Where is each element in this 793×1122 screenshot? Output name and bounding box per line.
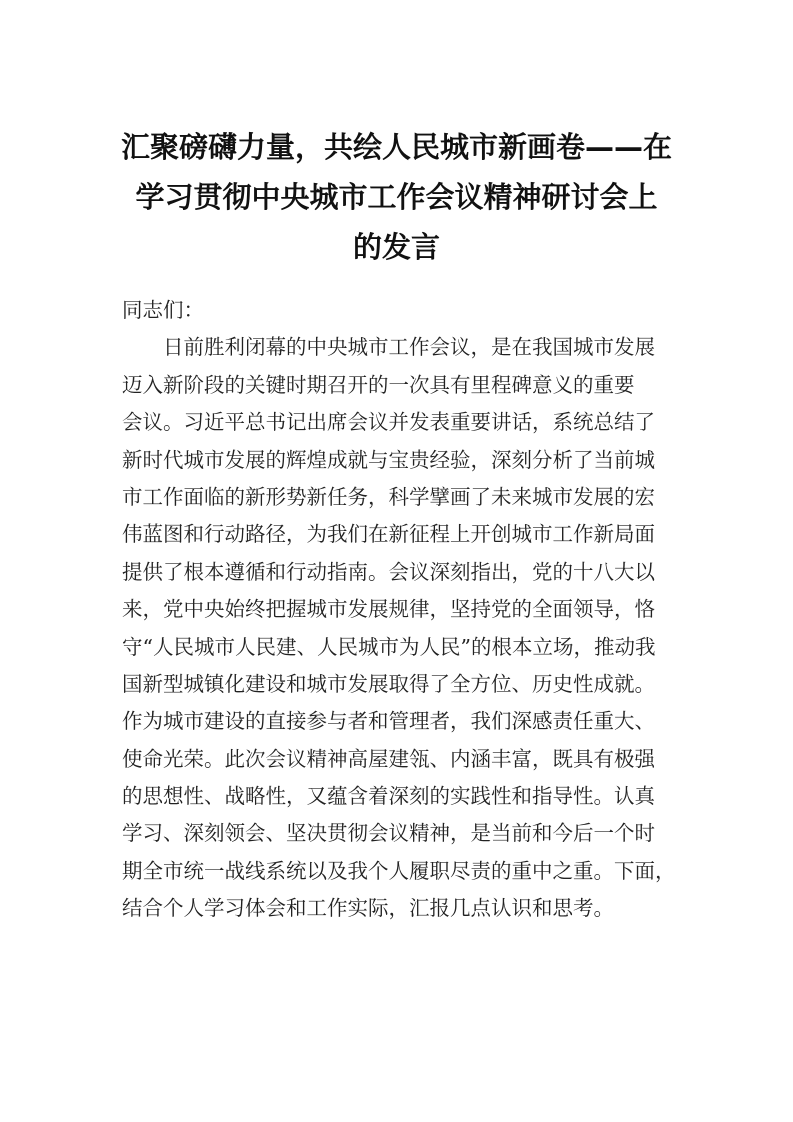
salutation: 同志们：	[122, 298, 204, 322]
title-line: 的发言	[352, 230, 440, 264]
paragraph-line: 日前胜利闭幕的中央城市工作会议，是在我国城市发展	[122, 335, 655, 360]
paragraph-line: 结合个人学习体会和工作实际，汇报几点认识和思考。	[122, 896, 614, 921]
paragraph-line: 期全市统一战线系统以及我个人履职尽责的重中之重。下面，	[122, 858, 676, 883]
document-title	[100, 122, 693, 272]
paragraph-line: 来，党中央始终把握城市发展规律，坚持党的全面领导，恪	[122, 597, 655, 622]
title-line: 学习贯彻中央城市工作会议精神研讨会上	[135, 180, 658, 214]
paragraph-line: 使命光荣。此次会议精神高屋建瓴、内涵丰富，既具有极强	[122, 746, 655, 771]
paragraph-line: 市工作面临的新形势新任务，科学擘画了未来城市发展的宏	[122, 484, 655, 509]
paragraph-line: 迈入新阶段的关键时期召开的一次具有里程碑意义的重要	[122, 372, 635, 397]
paragraph-line: 伟蓝图和行动路径，为我们在新征程上开创城市工作新局面	[122, 522, 655, 547]
paragraph-line: 新时代城市发展的辉煌成就与宝贵经验，深刻分析了当前城	[122, 447, 655, 472]
paragraph-line: 会议。习近平总书记出席会议并发表重要讲话，系统总结了	[122, 410, 655, 435]
paragraph-line: 守“人民城市人民建、人民城市为人民”的根本立场，推动我	[122, 634, 656, 659]
paragraph-line: 作为城市建设的直接参与者和管理者，我们深感责任重大、	[122, 709, 655, 734]
paragraph-line: 的思想性、战略性，又蕴含着深刻的实践性和指导性。认真	[122, 784, 655, 809]
document-body	[122, 292, 682, 928]
paragraph-line: 国新型城镇化建设和城市发展取得了全方位、历史性成就。	[122, 671, 655, 696]
paragraph-line: 学习、深刻领会、坚决贯彻会议精神，是当前和今后一个时	[122, 821, 655, 846]
paragraph-line: 提供了根本遵循和行动指南。会议深刻指出，党的十八大以	[122, 559, 655, 584]
title-line: 汇聚磅礴力量，共绘人民城市新画卷——在	[120, 130, 672, 164]
